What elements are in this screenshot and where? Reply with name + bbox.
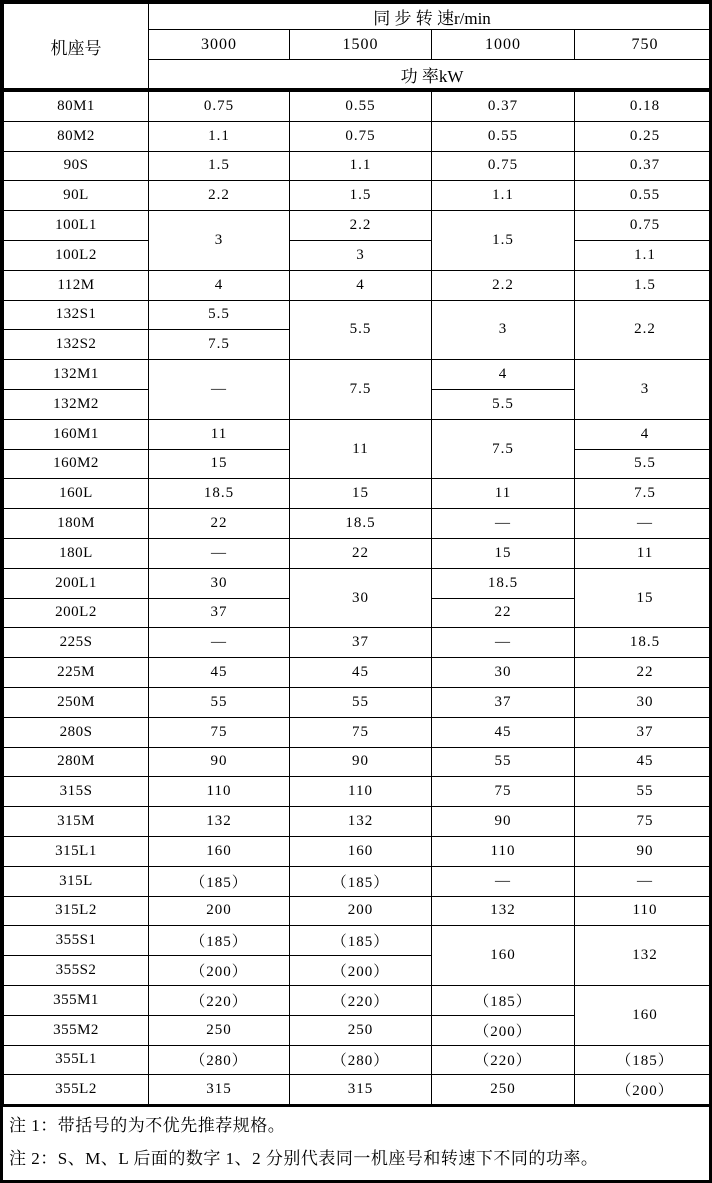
power-value-cell: 37 <box>149 598 290 628</box>
power-kw-title: 功 率kW <box>149 60 712 91</box>
power-value-cell: 0.25 <box>575 121 712 151</box>
power-value-cell: 45 <box>432 717 575 747</box>
power-value-cell: 5.5 <box>575 449 712 479</box>
power-value-cell: 30 <box>149 568 290 598</box>
power-value-cell: 2.2 <box>149 181 290 211</box>
power-value-cell: 15 <box>149 449 290 479</box>
power-value-cell: 0.37 <box>432 90 575 121</box>
frame-size-cell: 160M2 <box>4 449 149 479</box>
power-value-cell: 22 <box>149 509 290 539</box>
frame-size-cell: 180L <box>4 538 149 568</box>
frame-size-cell: 280M <box>4 747 149 777</box>
table-row <box>4 479 712 509</box>
power-value-cell: 18.5 <box>575 628 712 658</box>
frame-size-cell: 250M <box>4 687 149 717</box>
power-value-cell: — <box>432 509 575 539</box>
power-value-cell: 110 <box>432 836 575 866</box>
power-value-cell: 3 <box>575 360 712 420</box>
table-row <box>4 807 712 837</box>
power-value-cell: 15 <box>290 479 432 509</box>
power-value-cell: 90 <box>149 747 290 777</box>
table-row <box>4 568 712 598</box>
power-value-cell: 55 <box>290 687 432 717</box>
power-value-cell: 90 <box>575 836 712 866</box>
power-value-cell: 3 <box>290 240 432 270</box>
power-value-cell: 132 <box>432 896 575 926</box>
power-value-cell: 2.2 <box>575 300 712 360</box>
frame-size-cell: 315L1 <box>4 836 149 866</box>
power-value-cell: 0.75 <box>290 121 432 151</box>
frame-size-cell: 315M <box>4 807 149 837</box>
power-value-cell: （185） <box>290 926 432 956</box>
power-value-cell: （280） <box>149 1045 290 1075</box>
note-2: 注 2：S、M、L 后面的数字 1、2 分别代表同一机座号和转速下不同的功率。 <box>9 1149 599 1169</box>
table-row <box>4 270 712 300</box>
power-value-cell: 250 <box>290 1015 432 1045</box>
frame-size-cell: 180M <box>4 509 149 539</box>
power-value-cell: 0.18 <box>575 90 712 121</box>
power-value-cell: （185） <box>149 866 290 896</box>
notes-section <box>3 1105 709 1180</box>
frame-size-cell: 132S2 <box>4 330 149 360</box>
frame-size-cell: 315S <box>4 777 149 807</box>
power-value-cell: — <box>149 538 290 568</box>
power-value-cell: 2.2 <box>290 211 432 241</box>
table-row <box>4 717 712 747</box>
power-value-cell: 1.1 <box>149 121 290 151</box>
power-value-cell: 1.5 <box>149 151 290 181</box>
power-value-cell: 75 <box>149 717 290 747</box>
power-value-cell: 3 <box>149 211 290 271</box>
power-value-cell: 37 <box>575 717 712 747</box>
table-row <box>4 240 712 270</box>
power-value-cell: 110 <box>149 777 290 807</box>
power-value-cell: （200） <box>432 1015 575 1045</box>
power-value-cell: 3 <box>432 300 575 360</box>
table-row <box>4 628 712 658</box>
frame-size-cell: 225S <box>4 628 149 658</box>
power-value-cell: 30 <box>575 687 712 717</box>
power-value-cell: 160 <box>575 985 712 1045</box>
power-value-cell: （220） <box>149 985 290 1015</box>
power-value-cell: 110 <box>290 777 432 807</box>
power-value-cell: 90 <box>432 807 575 837</box>
motor-power-table <box>3 3 712 1105</box>
power-value-cell: 110 <box>575 896 712 926</box>
power-value-cell: 160 <box>432 926 575 986</box>
power-value-cell: 0.75 <box>432 151 575 181</box>
power-value-cell: 30 <box>432 658 575 688</box>
frame-size-cell: 160L <box>4 479 149 509</box>
speed-column-1000: 1000 <box>432 30 575 60</box>
power-value-cell: 7.5 <box>290 360 432 420</box>
table-row <box>4 687 712 717</box>
power-value-cell: 0.55 <box>575 181 712 211</box>
power-value-cell: 160 <box>290 836 432 866</box>
frame-size-cell: 315L <box>4 866 149 896</box>
speed-column-750: 750 <box>575 30 712 60</box>
power-value-cell: （185） <box>290 866 432 896</box>
power-value-cell: 132 <box>575 926 712 986</box>
power-value-cell: 1.1 <box>575 240 712 270</box>
frame-size-cell: 200L2 <box>4 598 149 628</box>
power-value-cell: 18.5 <box>290 509 432 539</box>
power-value-cell: 1.5 <box>432 211 575 271</box>
power-value-cell: — <box>149 628 290 658</box>
power-value-cell: 0.55 <box>432 121 575 151</box>
power-value-cell: 37 <box>290 628 432 658</box>
table-row <box>4 926 712 956</box>
power-value-cell: （185） <box>432 985 575 1015</box>
power-value-cell: 7.5 <box>432 419 575 479</box>
frame-size-column-header: 机座号 <box>4 4 149 91</box>
table-row <box>4 1045 712 1075</box>
power-value-cell: （220） <box>432 1045 575 1075</box>
power-value-cell: 315 <box>149 1075 290 1105</box>
frame-size-cell: 80M1 <box>4 90 149 121</box>
power-value-cell: 4 <box>432 360 575 390</box>
power-value-cell: 5.5 <box>432 389 575 419</box>
frame-size-cell: 132S1 <box>4 300 149 330</box>
power-value-cell: 7.5 <box>149 330 290 360</box>
power-value-cell: 11 <box>290 419 432 479</box>
power-value-cell: 45 <box>290 658 432 688</box>
power-value-cell: 75 <box>575 807 712 837</box>
frame-size-cell: 200L1 <box>4 568 149 598</box>
power-value-cell: （280） <box>290 1045 432 1075</box>
frame-size-cell: 355S1 <box>4 926 149 956</box>
power-value-cell: 315 <box>290 1075 432 1105</box>
speed-column-1500: 1500 <box>290 30 432 60</box>
frame-size-cell: 355M1 <box>4 985 149 1015</box>
power-value-cell: （200） <box>290 956 432 986</box>
table-row <box>4 211 712 241</box>
table-row <box>4 896 712 926</box>
power-value-cell: 0.75 <box>149 90 290 121</box>
power-value-cell: 55 <box>432 747 575 777</box>
power-value-cell: 22 <box>575 658 712 688</box>
frame-size-cell: 80M2 <box>4 121 149 151</box>
power-value-cell: （185） <box>575 1045 712 1075</box>
table-row <box>4 777 712 807</box>
frame-size-cell: 315L2 <box>4 896 149 926</box>
table-row <box>4 151 712 181</box>
power-value-cell: — <box>575 509 712 539</box>
header-row-speed-title <box>4 4 712 30</box>
power-value-cell: 1.5 <box>290 181 432 211</box>
power-value-cell: — <box>149 360 290 420</box>
power-value-cell: 250 <box>432 1075 575 1105</box>
table-row <box>4 509 712 539</box>
power-value-cell: （200） <box>149 956 290 986</box>
power-value-cell: 22 <box>290 538 432 568</box>
frame-size-cell: 112M <box>4 270 149 300</box>
power-value-cell: 75 <box>290 717 432 747</box>
power-value-cell: 15 <box>432 538 575 568</box>
power-value-cell: （185） <box>149 926 290 956</box>
power-value-cell: 75 <box>432 777 575 807</box>
power-value-cell: 90 <box>290 747 432 777</box>
power-value-cell: 18.5 <box>149 479 290 509</box>
frame-size-cell: 132M1 <box>4 360 149 390</box>
power-value-cell: 0.75 <box>575 211 712 241</box>
power-value-cell: 5.5 <box>149 300 290 330</box>
power-value-cell: 55 <box>149 687 290 717</box>
power-value-cell: 4 <box>149 270 290 300</box>
frame-size-cell: 355L1 <box>4 1045 149 1075</box>
power-value-cell: 2.2 <box>432 270 575 300</box>
table-row <box>4 866 712 896</box>
power-value-cell: 55 <box>575 777 712 807</box>
power-value-cell: 0.37 <box>575 151 712 181</box>
table-row <box>4 836 712 866</box>
power-value-cell: 132 <box>290 807 432 837</box>
frame-size-cell: 160M1 <box>4 419 149 449</box>
power-value-cell: 22 <box>432 598 575 628</box>
power-value-cell: 45 <box>575 747 712 777</box>
table-header <box>4 4 712 91</box>
power-value-cell: — <box>432 628 575 658</box>
frame-size-cell: 355M2 <box>4 1015 149 1045</box>
power-value-cell: 160 <box>149 836 290 866</box>
power-value-cell: （220） <box>290 985 432 1015</box>
power-value-cell: 4 <box>575 419 712 449</box>
power-value-cell: 0.55 <box>290 90 432 121</box>
table-row <box>4 1075 712 1105</box>
power-value-cell: 18.5 <box>432 568 575 598</box>
power-value-cell: 45 <box>149 658 290 688</box>
power-value-cell: 37 <box>432 687 575 717</box>
table-row <box>4 181 712 211</box>
table-row <box>4 121 712 151</box>
frame-size-cell: 100L2 <box>4 240 149 270</box>
frame-size-cell: 132M2 <box>4 389 149 419</box>
note-1: 注 1：带括号的为不优先推荐规格。 <box>9 1116 286 1136</box>
frame-size-cell: 355L2 <box>4 1075 149 1105</box>
table-row <box>4 90 712 121</box>
power-value-cell: — <box>432 866 575 896</box>
power-value-cell: 30 <box>290 568 432 628</box>
table-row <box>4 419 712 449</box>
power-value-cell: 1.1 <box>432 181 575 211</box>
frame-size-cell: 280S <box>4 717 149 747</box>
table-row <box>4 985 712 1015</box>
table-row <box>4 538 712 568</box>
table-row <box>4 747 712 777</box>
frame-size-cell: 90S <box>4 151 149 181</box>
power-value-cell: 4 <box>290 270 432 300</box>
power-value-cell: 200 <box>290 896 432 926</box>
table-row <box>4 658 712 688</box>
power-value-cell: 132 <box>149 807 290 837</box>
frame-size-cell: 225M <box>4 658 149 688</box>
power-value-cell: （200） <box>575 1075 712 1105</box>
synchronous-speed-title: 同 步 转 速r/min <box>149 4 712 30</box>
power-value-cell: 250 <box>149 1015 290 1045</box>
frame-size-cell: 355S2 <box>4 956 149 986</box>
power-value-cell: 7.5 <box>575 479 712 509</box>
table-body <box>4 90 712 1105</box>
power-value-cell: 200 <box>149 896 290 926</box>
power-value-cell: 11 <box>149 419 290 449</box>
power-value-cell: 11 <box>432 479 575 509</box>
power-value-cell: 1.1 <box>290 151 432 181</box>
power-value-cell: 1.5 <box>575 270 712 300</box>
power-value-cell: 11 <box>575 538 712 568</box>
frame-size-cell: 100L1 <box>4 211 149 241</box>
frame-size-cell: 90L <box>4 181 149 211</box>
table-row <box>4 360 712 390</box>
power-value-cell: — <box>575 866 712 896</box>
speed-column-3000: 3000 <box>149 30 290 60</box>
power-value-cell: 5.5 <box>290 300 432 360</box>
power-value-cell: 15 <box>575 568 712 628</box>
table-row <box>4 300 712 330</box>
